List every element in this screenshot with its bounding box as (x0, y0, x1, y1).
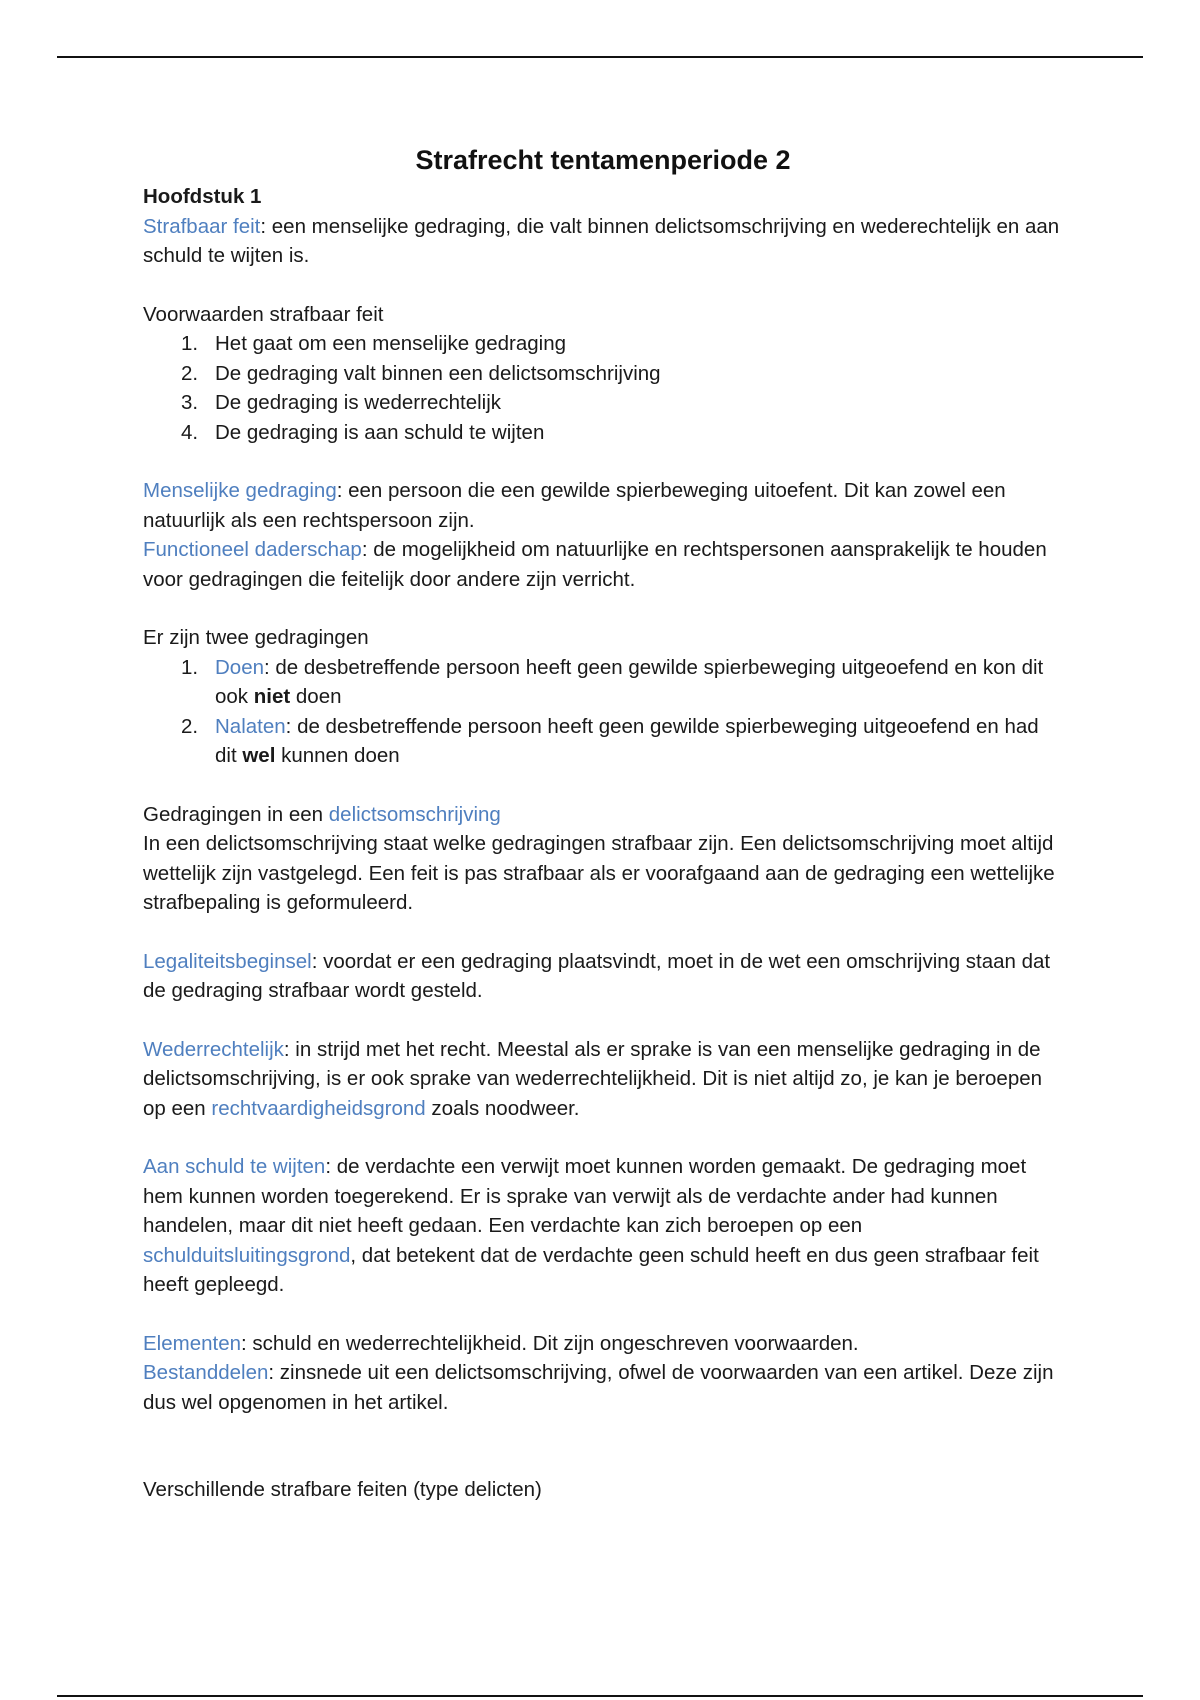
term-menselijke-gedraging: Menselijke gedraging (143, 479, 337, 502)
closing-heading: Verschillende strafbare feiten (type delicten) (143, 1478, 542, 1501)
term-doen: Doen (215, 655, 265, 679)
behaviours-list (143, 653, 1063, 771)
definition-strafbaar-feit: Strafbaar feit: een menselijke gedraging, die valt binnen delictsomschrijving en wederechtelijk en aan schuld te wijten is. (143, 214, 1060, 267)
definition-functioneel-daderschap: Functioneel daderschap: de mogelijkheid om natuurlijke en rechtspersonen aansprakelijk te houden voor gedragingen die feitelijk door andere zijn verricht. (143, 538, 1047, 591)
delict-text: In een delictsomschrijving staat welke gedragingen strafbaar zijn. Een delictsomschrijving moet altijd wettelijk zijn vastgelegd. Een feit is pas strafbaar als er voorafgaand aan de gedraging een wettelijke strafbepaling is geformuleerd. (143, 832, 1055, 914)
footer-rule (57, 1695, 1143, 1697)
conditions-heading: Voorwaarden strafbaar feit (143, 302, 384, 326)
chapter-heading: Hoofdstuk 1 (143, 185, 262, 208)
term-schulduitsluitingsgrond: schulduitsluitingsgrond (143, 1243, 351, 1267)
definition-legaliteitsbeginsel: Legaliteitsbeginsel: voordat er een gedraging plaatsvindt, moet in de wet een omschrijving staan dat de gedraging strafbaar wordt gesteld. (143, 949, 1051, 1002)
term-rechtvaardigheidsgrond: rechtvaardigheidsgrond (211, 1096, 426, 1120)
term-bestanddelen: Bestanddelen (143, 1361, 269, 1384)
delict-heading: Gedragingen in een delictsomschrijving (143, 802, 501, 826)
definition-elementen: Elementen: schuld en wederrechtelijkheid. Dit zijn ongeschreven voorwaarden. (143, 1331, 859, 1355)
list-item: 1. Doen: de desbetreffende persoon heeft geen gewilde spierbeweging uitgeoefend en kon dit ook niet doen (181, 655, 1044, 708)
definition-aan-schuld-te-wijten: Aan schuld te wijten: de verdachte een verwijt moet kunnen worden gemaakt. De gedraging moet hem kunnen worden toegerekend. Er is sprake van verwijt als de verdachte ander had kunnen handelen, maar dit niet heeft gedaan. Een verdachte kan zich beroepen op een schulduitsluitingsgrond, dat betekent dat de verdachte geen schuld heeft en dus geen strafbaar feit heeft gepleegd. (143, 1155, 1039, 1296)
definition-bestanddelen: Bestanddelen: zinsnede uit een delictsomschrijving, ofwel de voorwaarden van een artikel. Deze zijn dus wel opgenomen in het artikel. (143, 1361, 1054, 1414)
term-strafbaar-feit: Strafbaar feit (143, 214, 261, 238)
document-page (143, 140, 1063, 1505)
term-wederrechtelijk: Wederrechtelijk (143, 1037, 284, 1061)
definition-menselijke-gedraging: Menselijke gedraging: een persoon die een gewilde spierbeweging uitoefent. Dit kan zowel een natuurlijk als een rechtspersoon zijn. (143, 479, 1006, 532)
term-nalaten: Nalaten (215, 714, 286, 738)
definition-wederrechtelijk: Wederrechtelijk: in strijd met het recht. Meestal als er sprake is van een menselijke gedraging in de delictsomschrijving, is er ook sprake van wederrechtelijkheid. Dit is niet altijd zo, je kan je beroepen op een rechtvaardigheidsgrond zoals noodweer. (143, 1037, 1043, 1120)
conditions-list (143, 329, 1063, 447)
list-item: 2. Nalaten: de desbetreffende persoon heeft geen gewilde spierbeweging uitgeoefend en had dit wel kunnen doen (181, 714, 1039, 767)
behaviours-heading: Er zijn twee gedragingen (143, 626, 369, 649)
list-item: 4. De gedraging is aan schuld te wijten (181, 420, 545, 444)
document-title: Strafrecht tentamenperiode 2 (415, 145, 791, 175)
term-legaliteitsbeginsel: Legaliteitsbeginsel (143, 949, 312, 973)
list-item: 2. De gedraging valt binnen een delictsomschrijving (181, 361, 661, 385)
list-item: 3. De gedraging is wederrechtelijk (181, 391, 502, 414)
header-rule (57, 56, 1143, 58)
term-elementen: Elementen (143, 1331, 242, 1355)
term-aan-schuld-te-wijten: Aan schuld te wijten (143, 1155, 326, 1178)
list-item: 1. Het gaat om een menselijke gedraging (181, 332, 566, 355)
term-delictsomschrijving: delictsomschrijving (328, 802, 501, 826)
term-functioneel-daderschap: Functioneel daderschap (143, 538, 362, 561)
